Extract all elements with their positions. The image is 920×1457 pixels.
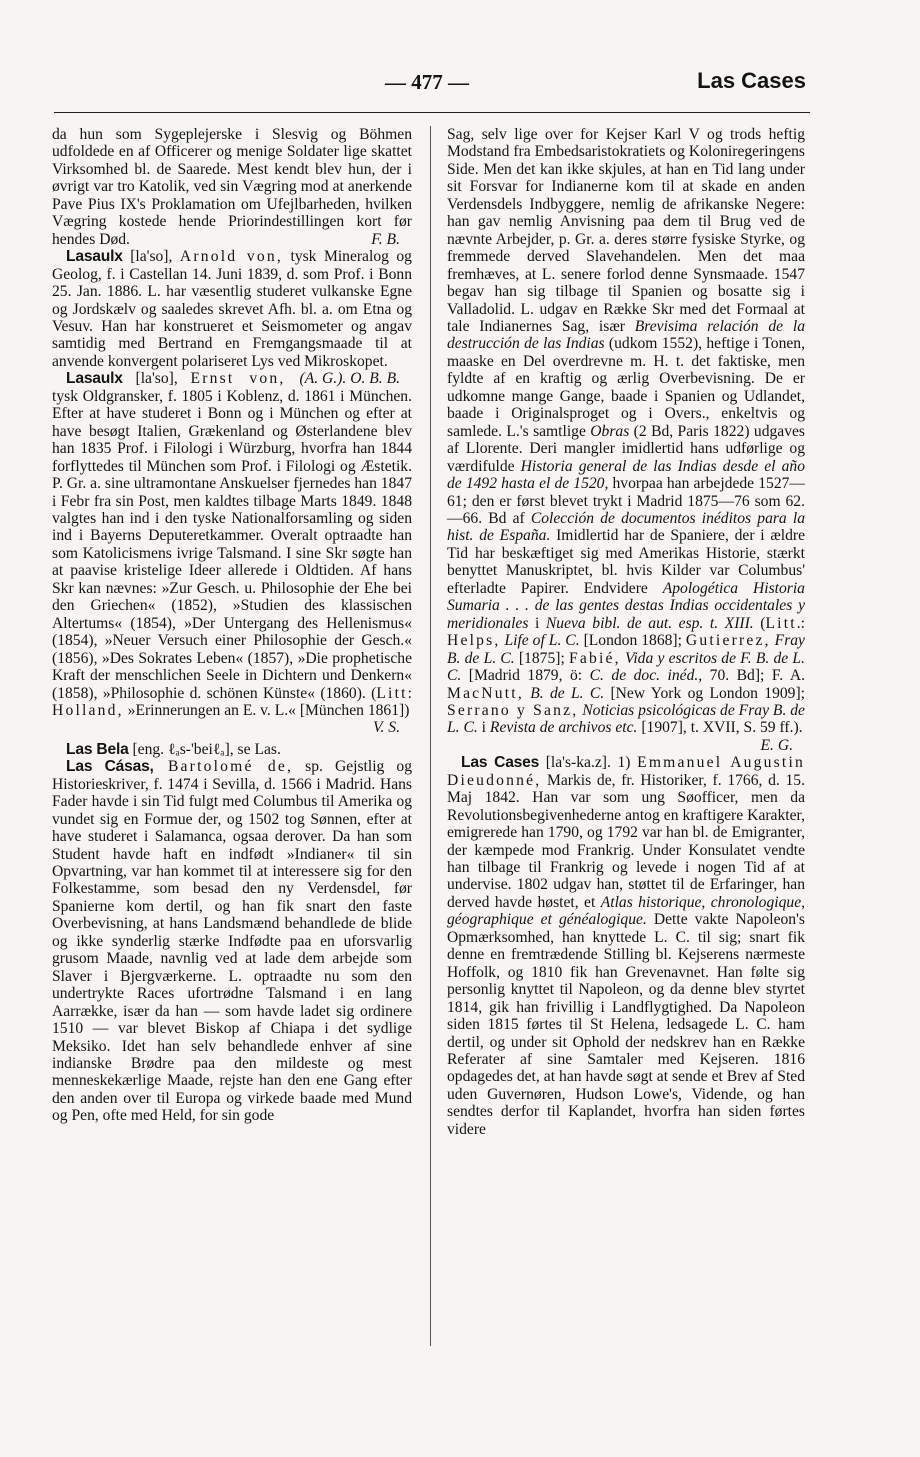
entry-las-casas: Las Cásas, Bartolomé de, sp. Gejstlig og Historieskriver, f. 1474 i Sevilla, d. 1566 i Madrid. Hans Fader havde i sin Tid fulgt med Columbus til Amerika og vundet sig en Formue der, og 1502 tog Sønnen, efter at have studeret i Salamanca, ogsaa derover. Da han som Student havde haft en indfødt »Indianer« til sin Opvartning, var han kommet til at interessere sig for den Folkestamme, som besad den ny Verdensdel, før Spanierne kom dertil, og han fik snart den faste Overbevisning, at hans Landsmænd behandlede de blide og ikke synderlig stærke Indfødte paa en uforsvarlig grusom Maade, navnlig ved at lade dem arbejde som Slaver i Bjergværkerne. L. optraadte nu som den undertrykte Races ufortrødne Talsmand i en lang Aarrække, især da han — som havde ladet sig ordinere 1510 — var blevet Biskop af Chiapa i det sydlige Meksiko. Idet han selv behandlede enhver af sine indianske Brødre paa den mildeste og mest menneskekærlige Maade, rejste han den ene Gang efter den anden over til Europa og virkede baade med Mund og Pen, ofte med Held, for sin gode [52, 758, 412, 1125]
headword: Las Cásas, [66, 758, 154, 776]
author-signature: V. S. [372, 719, 400, 737]
column-divider [430, 126, 431, 1346]
headword: Lasaulx [66, 248, 123, 266]
cited-author: Holland, [52, 701, 124, 719]
cited-author: Serrano y Sanz, [447, 701, 579, 719]
entry-lasaulx-arnold: Lasaulx [la'so], Arnold von, tysk Mineralog og Geolog, f. i Castellan 14. Juni 1839, d. som Prof. i Bonn 25. Jan. 1886. L. har væsentlig studeret vulkanske Egne og Jordskælv og saaledes skrevet Afh. bl. a. om Etna og Vesuv. Han har konstrueret et Seismometer og angav samtidig med Bertrand en Fremgangsmaade til at anvende konvergent polariseret Lys ved Mikroskopet. (A. G.). O. B. B. [52, 248, 412, 388]
person-name: Ernst von, [190, 370, 286, 388]
entry-las-casas-continued: Sag, selv lige over for Kejser Karl V og trods heftig Modstand fra Embedsaristokratiets og Koloniregeringens Side. Men det kan ikke skjules, at han en Tid lang under sit Forsvar for Indianerne kom til at skade en anden Verdensdels Indbyggere, nemlig de afrikanske Negere: han gav nemlig Anvisning paa dem til Brug ved de nævnte Arbejder, p. Gr. a. deres større fysiske Styrke, og fremmede derved Slavehandelen. Men det maa fremhæves, at L. senere forlod denne Synsmaade. 1547 begav han sig tilbage til Spanien og bosatte sig i Valladolid. L. udgav en Række Skr med det Formaal at tale Indianernes Sag, især Brevisima relación de la destrucción de las Indias (udkom 1552), heftige i Tonen, maaske en Del overdrevne m. H. t. det faktiske, men fyldte af en kraftig og ærlig Overbevisning. De er udkomne mange Gange, baade i Spanien og Udlandet, baade i Originalsproget og i Overs., enkeltvis og samlede. L.'s samtlige Obras (2 Bd, Paris 1822) udgaves af Llorente. Deri mangler imidlertid hans udførlige og værdifulde Historia general de las Indias desde el año de 1492 hasta el de 1520, hvorpaa han arbejdede 1527—61; den er først blevet trykt i Madrid 1875—76 som 62.—66. Bd af Colección de documentos inéditos para la hist. de España. Imidlertid har de Spaniere, der i ældre Tid har beskæftiget sig med Amerikas Historie, stærkt benyttet Manuskriptet, bl. hvis Kilder var Columbus' efterladte Papirer. Endvidere Apologética Historia Sumaria . . . de las gentes destas Indias occidentales y meridionales i Nueva bibl. de aut. esp. t. XIII. (Litt.: Helps, Life of L. C. [London 1868]; Gutierrez, Fray B. de L. C. [1875]; Fabié, Vida y escritos de F. B. de L. C. [Madrid 1879, ö: C. de doc. inéd., 70. Bd]; F. A. MacNutt, B. de L. C. [New York og London 1909]; Serrano y Sanz, Noticias psicológicas de Fray B. de L. C. i Revista de archivos etc. [1907], t. XVII, S. 59 ff.). E. G. [447, 126, 806, 754]
page-number: — 477 — [385, 70, 469, 94]
page-header [0, 68, 920, 100]
header-rule [54, 112, 810, 113]
person-name: Bartolomé de, [153, 758, 294, 776]
entry-lasaulx-ernst: Lasaulx [la'so], Ernst von, tysk Oldgransker, f. 1805 i Koblenz, d. 1861 i München. Efter at have studeret i Bonn og i München og efter at have besøgt Italien, Grækenland og Østerlandene blev han 1835 Prof. i Filologi i Würzburg, hvorfra han 1844 forflyttedes til München som Prof. i Filologi og Æstetik. P. Gr. a. sine ultramontane Anskuelser fjernedes han 1847 i Febr fra sin Post, men kaldtes tilbage Marts 1849. 1848 valgtes han ind i den tyske Nationalforsamling og siden ind i Bayerns Deputeretkammer. Overalt optraadte han som Katolicismens ivrige Talsmand. I sine Skr søgte han at paavise kristelige Ideer allerede i Oldtiden. Af hans Skr kan nævnes: »Zur Gesch. u. Philosophie der Ehe bei den Griechen« (1852), »Studien des klassischen Altertums« (1854), »Der Untergang des Hellenismus« (1854), »Neuer Versuch einer Philosophie der Gesch.« (1856), »Des Sokrates Leben« (1857), »Die prophetische Kraft der menschlichen Seele in Dichtern und Denkern« (1858), »Philosophie d. schönen Künste« (1860). (Litt: Holland, »Erinnerungen an E. v. L.« [München 1861]) V. S. [52, 370, 412, 737]
entry-las-cases: Las Cases [la's-ka.z]. 1) Emmanuel Augustin Dieudonné, Markis de, fr. Historiker, f. 1766, d. 15. Maj 1842. Han var som ung Søofficer, men da Revolutionsbegivenhederne antog en kraftigere Karakter, emigrerede han 1790, og 1792 var han bl. de Emigranter, der kæmpede mod Frankrig. Under Konsulatet vendte han tilbage til Frankrig og levede i nogen Tid af at undervise. 1802 udgav han, støttet til de Erfaringer, han derved havde høstet, et Atlas historique, chronologique, géographique et généalogique. Dette vakte Napoleon's Opmærksomhed, han knyttede L. C. til sig; snart fik denne en fremtrædende Stilling bl. Kejserens nærmeste Hoffolk, og 1810 fik han Grevenavnet. Han følte sig personlig knyttet til Napoleon, og da denne blev styrtet 1814, gik han frivillig i Landflygtighed. Da Napoleon siden 1815 førtes til St Helena, ledsagede L. C. ham dertil, og under sit Ophold der nedskrev han en Række Referater af sine Samtaler med Kejseren. 1816 opdagedes det, at han havde søgt at sende et Brev af Sted uden Guvernøren, Hudson Lowe's, Vidende, og han sendtes derfor til Kaplandet, hvorfra han siden førtes videre [447, 754, 806, 1138]
entry-continuation: da hun som Sygeplejerske i Slesvig og Böhmen udfoldede en af Officerer og menige Soldater lige skattet Virksomhed bl. de Saarede. Mest kendt blev hun, der i øvrigt var tro Katolik, ved sin Vægring mod at anerkende Pave Pius IX's Proklamation om Ufejlbarheden, hvilken Vægring kostede hende Priorindestillingen kort før hendes Død. F. B. [52, 126, 412, 248]
headword: Las Cases [461, 754, 540, 772]
author-signature: E. G. [760, 736, 793, 754]
left-column [52, 126, 412, 1125]
running-head: Las Cases [697, 68, 806, 93]
headword: Lasaulx [66, 370, 123, 388]
headword: Las Bela [66, 740, 129, 758]
litt-label: Litt [765, 614, 797, 632]
cited-author: MacNutt, [447, 684, 524, 702]
person-name: Arnold von, [179, 248, 284, 266]
right-column [447, 126, 805, 1138]
cited-author: Fabié, [568, 649, 621, 667]
author-signature: F. B. [371, 230, 400, 248]
author-signature: (A. G.). O. B. B. [299, 370, 400, 388]
cited-author: Helps, [447, 632, 501, 650]
cited-author: Gutierrez, [685, 632, 771, 650]
entry-las-bela: Las Bela [eng. ℓₐs-'beiℓₐ], se Las. [66, 740, 281, 758]
person-name: Emmanuel Augustin Dieudonné, [447, 754, 805, 789]
litt-label: Litt [376, 684, 408, 702]
